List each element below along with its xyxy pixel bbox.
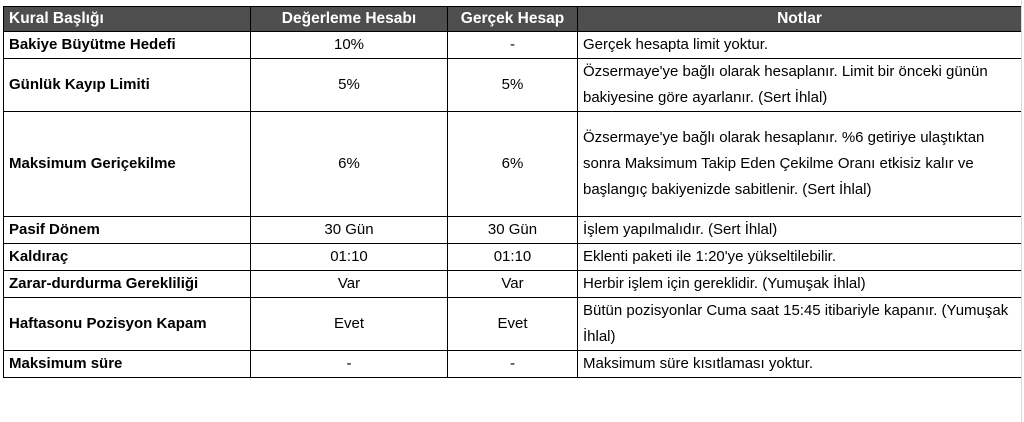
rule-cell: Bakiye Büyütme Hedefi <box>4 32 251 59</box>
header-row <box>4 7 1022 32</box>
notes-cell: Herbir işlem için gereklidir. (Yumuşak İhlal) <box>578 271 1022 298</box>
rules-table <box>3 6 1022 378</box>
table-row <box>4 351 1022 378</box>
table-row <box>4 271 1022 298</box>
rule-cell: Maksimum Geriçekilme <box>4 112 251 217</box>
table-row <box>4 298 1022 351</box>
real-cell: 30 Gün <box>448 217 578 244</box>
real-cell: - <box>448 32 578 59</box>
real-cell: - <box>448 351 578 378</box>
table-row <box>4 59 1022 112</box>
notes-cell: Eklenti paketi ile 1:20'ye yükseltilebilir. <box>578 244 1022 271</box>
evaluation-cell: 10% <box>251 32 448 59</box>
real-cell: 5% <box>448 59 578 112</box>
notes-cell: Özsermaye'ye bağlı olarak hesaplanır. %6 getiriye ulaştıktan sonra Maksimum Takip Eden Çekilme Oranı etkisiz kalır ve başlangıç bakiyenizde sabitlenir. (Sert İhlal) <box>578 112 1022 217</box>
header-evaluation-account: Değerleme Hesabı <box>251 7 448 32</box>
notes-cell: İşlem yapılmalıdır. (Sert İhlal) <box>578 217 1022 244</box>
evaluation-cell: Evet <box>251 298 448 351</box>
notes-cell: Maksimum süre kısıtlaması yoktur. <box>578 351 1022 378</box>
rule-cell: Maksimum süre <box>4 351 251 378</box>
evaluation-cell: 30 Gün <box>251 217 448 244</box>
real-cell: 01:10 <box>448 244 578 271</box>
rule-cell: Günlük Kayıp Limiti <box>4 59 251 112</box>
rule-cell: Pasif Dönem <box>4 217 251 244</box>
evaluation-cell: 01:10 <box>251 244 448 271</box>
evaluation-cell: 6% <box>251 112 448 217</box>
real-cell: 6% <box>448 112 578 217</box>
table-row <box>4 112 1022 217</box>
table-row <box>4 244 1022 271</box>
real-cell: Var <box>448 271 578 298</box>
table-row <box>4 32 1022 59</box>
rule-cell: Zarar-durdurma Gerekliliği <box>4 271 251 298</box>
header-notes: Notlar <box>578 7 1022 32</box>
rule-cell: Haftasonu Pozisyon Kapam <box>4 298 251 351</box>
evaluation-cell: 5% <box>251 59 448 112</box>
notes-cell: Bütün pozisyonlar Cuma saat 15:45 itibariyle kapanır. (Yumuşak İhlal) <box>578 298 1022 351</box>
notes-cell: Gerçek hesapta limit yoktur. <box>578 32 1022 59</box>
header-real-account: Gerçek Hesap <box>448 7 578 32</box>
table-row <box>4 217 1022 244</box>
notes-cell: Özsermaye'ye bağlı olarak hesaplanır. Limit bir önceki günün bakiyesine göre ayarlanır. (Sert İhlal) <box>578 59 1022 112</box>
real-cell: Evet <box>448 298 578 351</box>
evaluation-cell: Var <box>251 271 448 298</box>
rule-cell: Kaldıraç <box>4 244 251 271</box>
evaluation-cell: - <box>251 351 448 378</box>
header-rule-title: Kural Başlığı <box>4 7 251 32</box>
